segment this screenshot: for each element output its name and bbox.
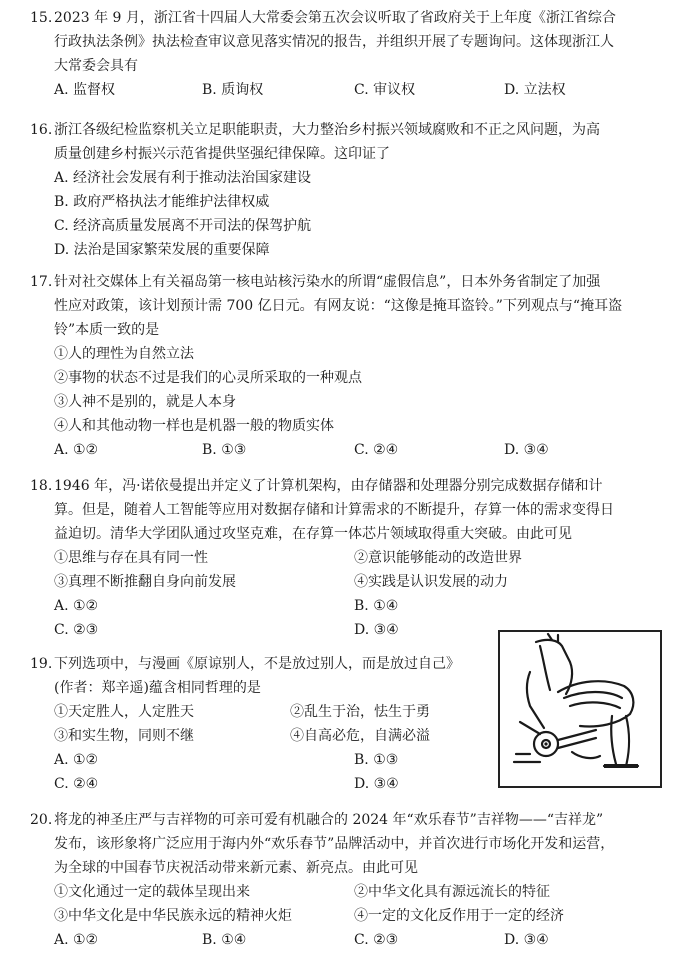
question-stem-line: 2023 年 9 月，浙江省十四届人大常委会第五次会议听取了省政府关于上年度《浙江省综合 xyxy=(54,10,616,26)
option-a: A. ①② xyxy=(54,752,99,768)
statement-3: ③人神不是别的，就是人本身 xyxy=(54,394,236,410)
question-stem-line: 行政执法条例》执法检查审议意见落实情况的报告，并组织开展了专题询问。这体现浙江人 xyxy=(54,34,614,50)
option-row xyxy=(30,594,666,618)
option-b: B. 政府严格执法才能维护法律权威 xyxy=(54,194,270,210)
statement-1: ①文化通过一定的载体呈现出来 xyxy=(54,884,250,900)
question-17 xyxy=(30,270,666,462)
option-a: A. ①② xyxy=(54,442,99,458)
option-c: C. 经济高质量发展离不开司法的保驾护航 xyxy=(54,218,312,234)
question-stem-line: 发布，该形象将广泛应用于海内外“欢乐春节”品牌活动中，并首次进行市场化开发和运营， xyxy=(54,836,615,852)
cartoon-drawing xyxy=(500,632,660,786)
option-c: C. ②③ xyxy=(354,932,399,948)
question-18 xyxy=(30,474,666,642)
question-number: 17. xyxy=(30,274,53,290)
question-stem-line: 铃”本质一致的是 xyxy=(54,322,160,338)
question-20 xyxy=(30,808,666,952)
question-stem-line: 为全球的中国春节庆祝活动带来新元素、新亮点。由此可见 xyxy=(54,860,418,876)
question-number: 20. xyxy=(30,812,53,828)
option-a: A. 监督权 xyxy=(54,82,116,98)
statement-3: ③中华文化是中华民族永远的精神火炬 xyxy=(54,908,292,924)
option-d: D. ③④ xyxy=(504,932,549,948)
statement-4: ④一定的文化反作用于一定的经济 xyxy=(354,908,564,924)
option-c: C. ②④ xyxy=(54,776,99,792)
question-16 xyxy=(30,118,666,262)
question-number: 16. xyxy=(30,122,53,138)
statement-1: ①天定胜人，人定胜天 xyxy=(54,704,194,720)
question-stem-line: (作者：郑辛遥)蕴含相同哲理的是 xyxy=(54,680,261,696)
statement-4: ④实践是认识发展的动力 xyxy=(354,574,508,590)
option-b: B. ①③ xyxy=(202,442,247,458)
option-b: B. ①④ xyxy=(354,598,399,614)
question-stem-line: 浙江各级纪检监察机关立足职能职责，大力整治乡村振兴领域腐败和不正之风问题，为高 xyxy=(54,122,600,138)
option-row xyxy=(30,78,666,102)
statement-row xyxy=(30,546,666,570)
option-a: A. ①② xyxy=(54,598,99,614)
option-d: D. 立法权 xyxy=(504,82,566,98)
question-stem-line: 算。但是，随着人工智能等应用对数据存储和计算需求的不断提升，存算一体的需求变得日 xyxy=(54,502,614,518)
statement-2: ②意识能够能动的改造世界 xyxy=(354,550,522,566)
question-stem-line: 性应对政策，该计划预计需 700 亿日元。有网友说：“这像是掩耳盗铃。”下列观点与“掩耳盗 xyxy=(54,298,623,314)
question-number: 19. xyxy=(30,656,53,672)
question-15 xyxy=(30,6,666,102)
cartoon-illustration xyxy=(498,630,662,788)
question-stem-line: 1946 年，冯·诺依曼提出并定义了计算机架构，由存储器和处理器分别完成数据存储和计 xyxy=(54,478,603,494)
question-stem-line: 针对社交媒体上有关福岛第一核电站核污染水的所谓“虚假信息”，日本外务省制定了加强 xyxy=(54,274,601,290)
question-stem-line: 质量创建乡村振兴示范省提供坚强纪律保障。这印证了 xyxy=(54,146,390,162)
statement-1: ①人的理性为自然立法 xyxy=(54,346,194,362)
option-a: A. ①② xyxy=(54,932,99,948)
statement-4: ④人和其他动物一样也是机器一般的物质实体 xyxy=(54,418,334,434)
question-stem-line: 将龙的神圣庄严与吉祥物的可亲可爱有机融合的 2024 年“欢乐春节”吉祥物——“吉祥龙” xyxy=(54,812,604,828)
question-stem-line: 大常委会具有 xyxy=(54,58,138,74)
option-row xyxy=(30,438,666,462)
option-b: B. ①④ xyxy=(202,932,247,948)
option-c: C. ②④ xyxy=(354,442,399,458)
option-d: D. 法治是国家繁荣发展的重要保障 xyxy=(54,242,270,258)
statement-2: ②乱生于治，怯生于勇 xyxy=(290,704,430,720)
option-c: C. ②③ xyxy=(54,622,99,638)
statement-4: ④自高必危，自满必溢 xyxy=(290,728,430,744)
option-b: B. 质询权 xyxy=(202,82,264,98)
statement-3: ③和实生物，同则不继 xyxy=(54,728,194,744)
statement-row xyxy=(30,570,666,594)
option-b: B. ①③ xyxy=(354,752,399,768)
statement-row xyxy=(30,880,666,904)
statement-row xyxy=(30,904,666,928)
statement-2: ②事物的状态不过是我们的心灵所采取的一种观点 xyxy=(54,370,362,386)
statement-1: ①思维与存在具有同一性 xyxy=(54,550,208,566)
question-stem-line: 下列选项中，与漫画《原谅别人，不是放过别人，而是放过自己》 xyxy=(54,656,460,672)
statement-3: ③真理不断推翻自身向前发展 xyxy=(54,574,236,590)
option-c: C. 审议权 xyxy=(354,82,416,98)
statement-2: ②中华文化具有源远流长的特征 xyxy=(354,884,550,900)
option-d: D. ③④ xyxy=(504,442,549,458)
option-d: D. ③④ xyxy=(354,776,399,792)
question-number: 15. xyxy=(30,10,53,26)
option-a: A. 经济社会发展有利于推动法治国家建设 xyxy=(54,170,312,186)
option-d: D. ③④ xyxy=(354,622,399,638)
question-stem-line: 益迫切。清华大学团队通过攻坚克难，在存算一体芯片领域取得重大突破。由此可见 xyxy=(54,526,572,542)
question-number: 18. xyxy=(30,478,53,494)
option-row xyxy=(30,928,666,952)
